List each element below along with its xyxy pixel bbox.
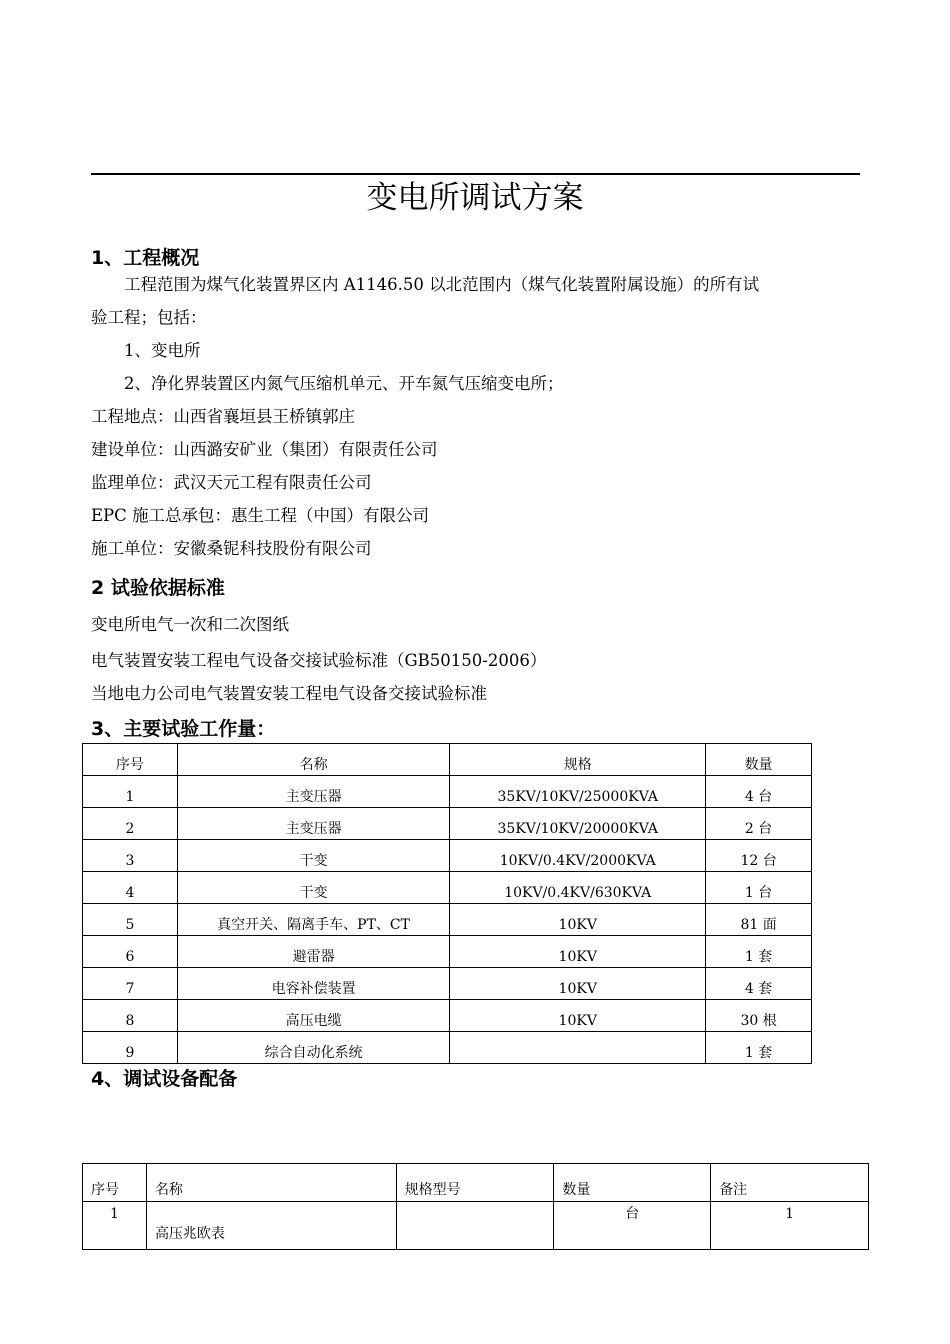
table-row — [83, 1032, 812, 1064]
table-row — [83, 1000, 812, 1032]
cell-spec: 35KV/10KV/25000KVA — [450, 776, 706, 808]
section-1-heading: 1、工程概况 — [91, 247, 200, 269]
table-row — [83, 936, 812, 968]
header-cell-model: 规格型号 — [396, 1164, 554, 1202]
cell-spec — [450, 1032, 706, 1064]
header-cell-serial: 序号 — [83, 744, 178, 776]
cell-quantity: 4 套 — [706, 968, 812, 1000]
table-row — [83, 808, 812, 840]
cell-remark: 1 — [711, 1202, 869, 1250]
header-cell-quantity: 数量 — [706, 744, 812, 776]
header-cell-serial: 序号 — [83, 1164, 147, 1202]
cell-quantity: 2 台 — [706, 808, 812, 840]
cell-serial: 4 — [83, 872, 178, 904]
cell-serial: 6 — [83, 936, 178, 968]
header-cell-name: 名称 — [177, 744, 450, 776]
cell-quantity: 1 台 — [706, 872, 812, 904]
table-header-row — [83, 744, 812, 776]
cell-name: 综合自动化系统 — [177, 1032, 450, 1064]
cell-spec: 10KV/0.4KV/630KVA — [450, 872, 706, 904]
cell-serial: 5 — [83, 904, 178, 936]
cell-quantity: 30 根 — [706, 1000, 812, 1032]
cell-serial: 1 — [83, 1202, 147, 1250]
cell-name: 避雷器 — [177, 936, 450, 968]
header-cell-quantity: 数量 — [554, 1164, 711, 1202]
cell-serial: 7 — [83, 968, 178, 1000]
cell-name: 干变 — [177, 872, 450, 904]
cell-quantity: 12 台 — [706, 840, 812, 872]
supervision-unit: 监理单位：武汉天元工程有限责任公司 — [91, 473, 372, 492]
cell-serial: 8 — [83, 1000, 178, 1032]
cell-spec: 10KV — [450, 1000, 706, 1032]
scope-item-2: 2、净化界装置区内氮气压缩机单元、开车氮气压缩变电所； — [124, 374, 564, 393]
cell-serial: 9 — [83, 1032, 178, 1064]
cell-spec: 10KV — [450, 968, 706, 1000]
project-location: 工程地点：山西省襄垣县王桥镇郭庄 — [91, 407, 355, 426]
header-cell-spec: 规格 — [450, 744, 706, 776]
header-cell-name: 名称 — [146, 1164, 396, 1202]
section-3-heading: 3、主要试验工作量： — [91, 718, 276, 740]
construction-contractor: 施工单位：安徽桑铌科技股份有限公司 — [91, 539, 372, 558]
section-4-heading: 4、调试设备配备 — [91, 1068, 238, 1090]
cell-quantity: 台 — [554, 1202, 711, 1250]
standard-line-1: 变电所电气一次和二次图纸 — [91, 615, 289, 634]
cell-quantity: 81 面 — [706, 904, 812, 936]
section-2-heading: 2 试验依据标准 — [91, 577, 225, 599]
table-row — [83, 968, 812, 1000]
document-title: 变电所调试方案 — [366, 180, 584, 216]
cell-serial: 1 — [83, 776, 178, 808]
cell-spec: 35KV/10KV/20000KVA — [450, 808, 706, 840]
table-row — [83, 872, 812, 904]
header-rule — [91, 173, 860, 175]
workload-table — [82, 743, 812, 1064]
standard-line-2: 电气装置安装工程电气设备交接试验标准（GB50150-2006） — [91, 651, 547, 670]
standard-line-3: 当地电力公司电气装置安装工程电气设备交接试验标准 — [91, 684, 487, 703]
cell-name: 真空开关、隔离手车、PT、CT — [177, 904, 450, 936]
cell-quantity: 1 套 — [706, 1032, 812, 1064]
cell-serial: 2 — [83, 808, 178, 840]
table-row — [83, 904, 812, 936]
cell-spec: 10KV — [450, 904, 706, 936]
cell-name: 高压兆欧表 — [146, 1202, 396, 1250]
cell-spec: 10KV — [450, 936, 706, 968]
scope-line-2: 验工程；包括： — [91, 308, 207, 327]
table-row — [83, 1202, 869, 1250]
cell-name: 主变压器 — [177, 808, 450, 840]
table-row — [83, 840, 812, 872]
cell-name: 电容补偿装置 — [177, 968, 450, 1000]
cell-name: 干变 — [177, 840, 450, 872]
cell-name: 主变压器 — [177, 776, 450, 808]
scope-line-1: 工程范围为煤气化装置界区内 A1146.50 以北范围内（煤气化装置附属设施）的所有试 — [124, 275, 760, 294]
cell-name: 高压电缆 — [177, 1000, 450, 1032]
table-header-row — [83, 1164, 869, 1202]
cell-serial: 3 — [83, 840, 178, 872]
header-cell-remark: 备注 — [711, 1164, 869, 1202]
cell-spec: 10KV/0.4KV/2000KVA — [450, 840, 706, 872]
table-row — [83, 776, 812, 808]
construction-unit: 建设单位：山西潞安矿业（集团）有限责任公司 — [91, 440, 438, 459]
scope-item-1: 1、变电所 — [124, 341, 201, 360]
cell-quantity: 1 套 — [706, 936, 812, 968]
equipment-table — [82, 1163, 869, 1250]
cell-model — [396, 1202, 554, 1250]
cell-quantity: 4 台 — [706, 776, 812, 808]
epc-contractor: EPC 施工总承包：惠生工程（中国）有限公司 — [91, 506, 430, 525]
